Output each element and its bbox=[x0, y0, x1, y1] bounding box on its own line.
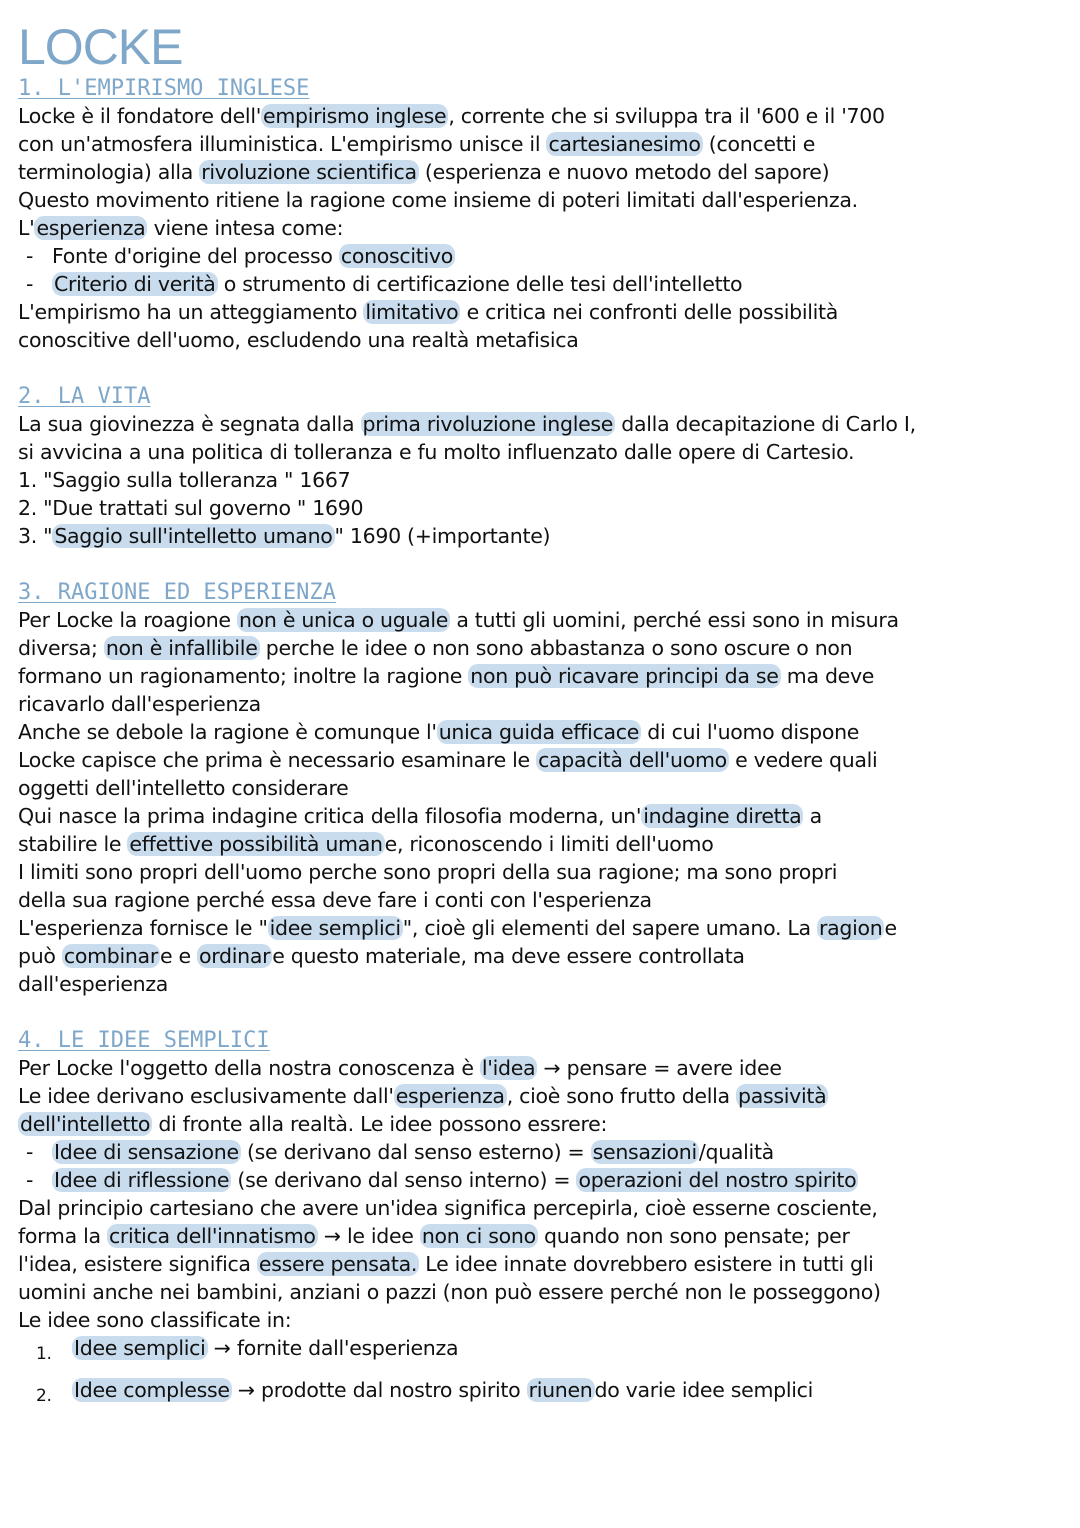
section-idee-semplici bbox=[18, 1028, 1062, 1410]
numbered-item: 2. Idee complesse → prodotte dal nostro spirito riunendo varie idee semplici bbox=[36, 1378, 813, 1406]
text-line: della sua ragione perché essa deve fare i conti con l'esperienza bbox=[18, 888, 652, 912]
highlight: cartesianesimo bbox=[548, 132, 701, 156]
highlight: sensazioni bbox=[592, 1140, 697, 1164]
section-vita bbox=[18, 384, 1062, 550]
text-line: dell'intelletto di fronte alla realtà. Le idee possono essrere: bbox=[20, 1112, 608, 1136]
highlight: Idee semplici bbox=[74, 1336, 206, 1360]
text-line: L'esperienza viene intesa come: bbox=[18, 216, 344, 240]
highlight: non è infallibile bbox=[105, 636, 258, 660]
text-line: L'empirismo ha un atteggiamento limitativo e critica nei confronti delle possibilità bbox=[18, 300, 839, 324]
text-line: L'esperienza fornisce le "idee semplici", cioè gli elementi del sapere umano. La ragione bbox=[18, 916, 897, 940]
highlight: empirismo inglese bbox=[263, 104, 447, 128]
work-item: 3. "Saggio sull'intelletto umano" 1690 (+importante) bbox=[18, 524, 551, 548]
text-line: dall'esperienza bbox=[18, 972, 169, 996]
highlight: Idee complesse bbox=[74, 1378, 230, 1402]
text-line: può combinare e ordinare questo materiale, ma deve essere controllata bbox=[18, 944, 745, 968]
section-heading: 3. RAGIONE ED ESPERIENZA bbox=[18, 580, 336, 605]
text-line: Locke è il fondatore dell'empirismo inglese, corrente che si sviluppa tra il '600 e il '700 bbox=[18, 104, 885, 128]
highlight: passività bbox=[738, 1084, 827, 1108]
text-line: Qui nasce la prima indagine critica della filosofia moderna, un'indagine diretta a bbox=[18, 804, 822, 828]
highlight: prima rivoluzione inglese bbox=[362, 412, 614, 436]
highlight: riunen bbox=[528, 1378, 593, 1402]
numbered-item: 1. Idee semplici → fornite dall'esperienza bbox=[36, 1336, 459, 1364]
highlight: non è unica o uguale bbox=[238, 608, 449, 632]
text-line: La sua giovinezza è segnata dalla prima rivoluzione inglese dalla decapitazione di Carlo I, bbox=[18, 412, 916, 436]
highlight: esperienza bbox=[395, 1084, 505, 1108]
page-title: LOCKE bbox=[18, 19, 183, 75]
highlight: Criterio di verità bbox=[54, 272, 216, 296]
highlight: capacità dell'uomo bbox=[538, 748, 727, 772]
text-line: diversa; non è infallibile perche le idee o non sono abbastanza o sono oscure o non bbox=[18, 636, 853, 660]
bullet-item: - Criterio di verità o strumento di certificazione delle tesi dell'intelletto bbox=[26, 272, 743, 296]
section-ragione bbox=[18, 580, 1062, 998]
text-line: stabilire le effettive possibilità umane, riconoscendo i limiti dell'uomo bbox=[18, 832, 714, 856]
text-line: si avvicina a una politica di tolleranza e fu molto influenzato dalle opere di Cartesio. bbox=[18, 440, 855, 464]
text-line: Le idee derivano esclusivamente dall'esperienza, cioè sono frutto della passività bbox=[18, 1084, 827, 1108]
text-line: Anche se debole la ragione è comunque l'unica guida efficace di cui l'uomo dispone bbox=[18, 720, 860, 744]
text-line: oggetti dell'intelletto considerare bbox=[18, 776, 349, 800]
highlight: esperienza bbox=[36, 216, 146, 240]
highlight: Saggio sull'intelletto umano bbox=[54, 524, 333, 548]
text-line: Questo movimento ritiene la ragione come insieme di poteri limitati dall'esperienza. bbox=[18, 188, 858, 212]
text-line: Locke capisce che prima è necessario esaminare le capacità dell'uomo e vedere quali bbox=[18, 748, 878, 772]
text-line: Dal principio cartesiano che avere un'idea significa percepirla, cioè esserne cosciente, bbox=[18, 1196, 878, 1220]
highlight: critica dell'innatismo bbox=[108, 1224, 316, 1248]
work-item: 2. "Due trattati sul governo " 1690 bbox=[18, 496, 364, 520]
text-line: conoscitive dell'uomo, escludendo una realtà metafisica bbox=[18, 328, 579, 352]
highlight: ragion bbox=[819, 916, 883, 940]
text-line: formano un ragionamento; inoltre la ragione non può ricavare principi da se ma deve bbox=[18, 664, 875, 688]
text-line: I limiti sono propri dell'uomo perche sono propri della sua ragione; ma sono propri bbox=[18, 860, 838, 884]
text-line: l'idea, esistere significa essere pensata. Le idee innate dovrebbero esistere in tutti gli bbox=[18, 1252, 874, 1276]
highlight: Idee di riflessione bbox=[54, 1168, 230, 1192]
text-line: con un'atmosfera illuministica. L'empirismo unisce il cartesianesimo (concetti e bbox=[18, 132, 816, 156]
highlight: Idee di sensazione bbox=[54, 1140, 239, 1164]
highlight: effettive possibilità uman bbox=[129, 832, 383, 856]
highlight: non può ricavare principi da se bbox=[470, 664, 779, 688]
work-item: 1. "Saggio sulla tolleranza " 1667 bbox=[18, 468, 351, 492]
text-line: forma la critica dell'innatismo → le idee non ci sono quando non sono pensate; per bbox=[18, 1224, 850, 1248]
highlight: combinar bbox=[63, 944, 158, 968]
bullet-item: - Idee di sensazione (se derivano dal senso esterno) = sensazioni/qualità bbox=[26, 1140, 774, 1164]
bullet-item: - Fonte d'origine del processo conoscitivo bbox=[26, 244, 453, 268]
bullet-item: - Idee di riflessione (se derivano dal senso interno) = operazioni del nostro spirito bbox=[26, 1168, 857, 1192]
section-heading: 1. L'EMPIRISMO INGLESE bbox=[18, 76, 310, 101]
highlight: idee semplici bbox=[269, 916, 401, 940]
section-heading: 4. LE IDEE SEMPLICI bbox=[18, 1028, 270, 1053]
highlight: dell'intelletto bbox=[20, 1112, 151, 1136]
highlight: rivoluzione scientifica bbox=[201, 160, 417, 184]
text-line: ricavarlo dall'esperienza bbox=[18, 692, 261, 716]
highlight: l'idea bbox=[481, 1056, 536, 1080]
highlight: ordinar bbox=[199, 944, 271, 968]
text-line: Per Locke la roagione non è unica o uguale a tutti gli uomini, perché essi sono in misura bbox=[18, 608, 899, 632]
text-line: uomini anche nei bambini, anziani o pazzi (non può essere perché non le posseggono) bbox=[18, 1280, 881, 1304]
highlight: unica guida efficace bbox=[438, 720, 640, 744]
text-line: Per Locke l'oggetto della nostra conoscenza è l'idea → pensare = avere idee bbox=[18, 1056, 782, 1080]
section-heading: 2. LA VITA bbox=[18, 384, 151, 409]
highlight: conoscitivo bbox=[340, 244, 453, 268]
highlight: non ci sono bbox=[421, 1224, 536, 1248]
highlight: essere pensata. bbox=[258, 1252, 418, 1276]
text-line: Le idee sono classificate in: bbox=[18, 1308, 292, 1332]
highlight: limitativo bbox=[365, 300, 459, 324]
highlight: operazioni del nostro spirito bbox=[578, 1168, 857, 1192]
highlight: indagine diretta bbox=[643, 804, 802, 828]
text-line: terminologia) alla rivoluzione scientifica (esperienza e nuovo metodo del sapore) bbox=[18, 160, 830, 184]
section-empirismo bbox=[18, 76, 1062, 354]
